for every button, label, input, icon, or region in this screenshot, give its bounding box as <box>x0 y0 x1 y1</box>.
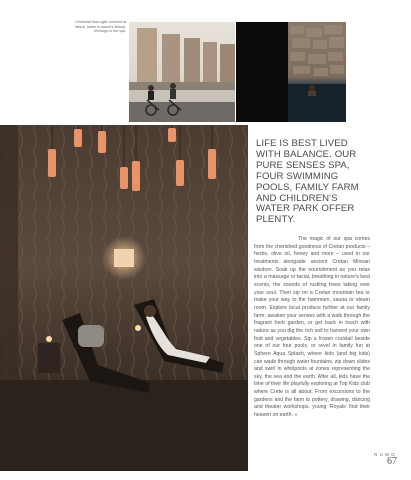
dark-panel-photo <box>236 22 288 122</box>
spa-photo-illustration <box>0 125 248 471</box>
page-number: 67 <box>387 456 397 467</box>
gym-photo <box>129 22 235 122</box>
pool-photo <box>288 22 346 122</box>
gym-photo-illustration <box>129 22 235 122</box>
folio <box>374 452 397 467</box>
photo-caption: Clockwise from right: workout at Nesco, bathe in nature's beauty, recharge in our spa. <box>74 20 126 34</box>
magazine-brand: NUMO <box>374 452 397 457</box>
spa-photo <box>0 125 248 471</box>
pool-photo-illustration <box>288 22 346 122</box>
body-paragraph: The magic of our spa comes from the cherished goodness of Cretan products – herbs, olive oil, honey and more – used in our treatments alongside ancient Cretan Minoan wisdom. Soak up the nourishment as you relax into a massage or facial, breathing in nature's best scents, the sounds of rustling trees taking over your soul. Then sip on a Cretan mountain tea or make your way to the hammam, sauna or steam room. Explore local produce further at our family farm; awaken your senses with a walk through the fragrant herb garden, or get back in touch with nature as you dig the rich soil to harvest your own fruit and vegetables. Sip a frozen cocktail beside one of our four pools, or revel in family fun at Sphere Aqua Splash, where kids (and big kids) can wade through water fountains, zip down slides and swirl in whirlpools at zones representing the sky, the sea and the earth. After all, kids have the time of their life playfully exploring at Top Kids club where Crete is all about. From excursions to the gardens and the farm to pottery, drawing, dancing and theater workshops, young 'Royals' find their heaven on earth. » <box>254 236 370 419</box>
headline: LIFE IS BEST LIVED WITH BALANCE. OUR PURE SENSES SPA, FOUR SWIMMING POOLS, FAMILY FARM AND CHILDREN'S WATER PARK OFFER PLENTY. <box>256 138 359 226</box>
body-text <box>254 236 370 420</box>
